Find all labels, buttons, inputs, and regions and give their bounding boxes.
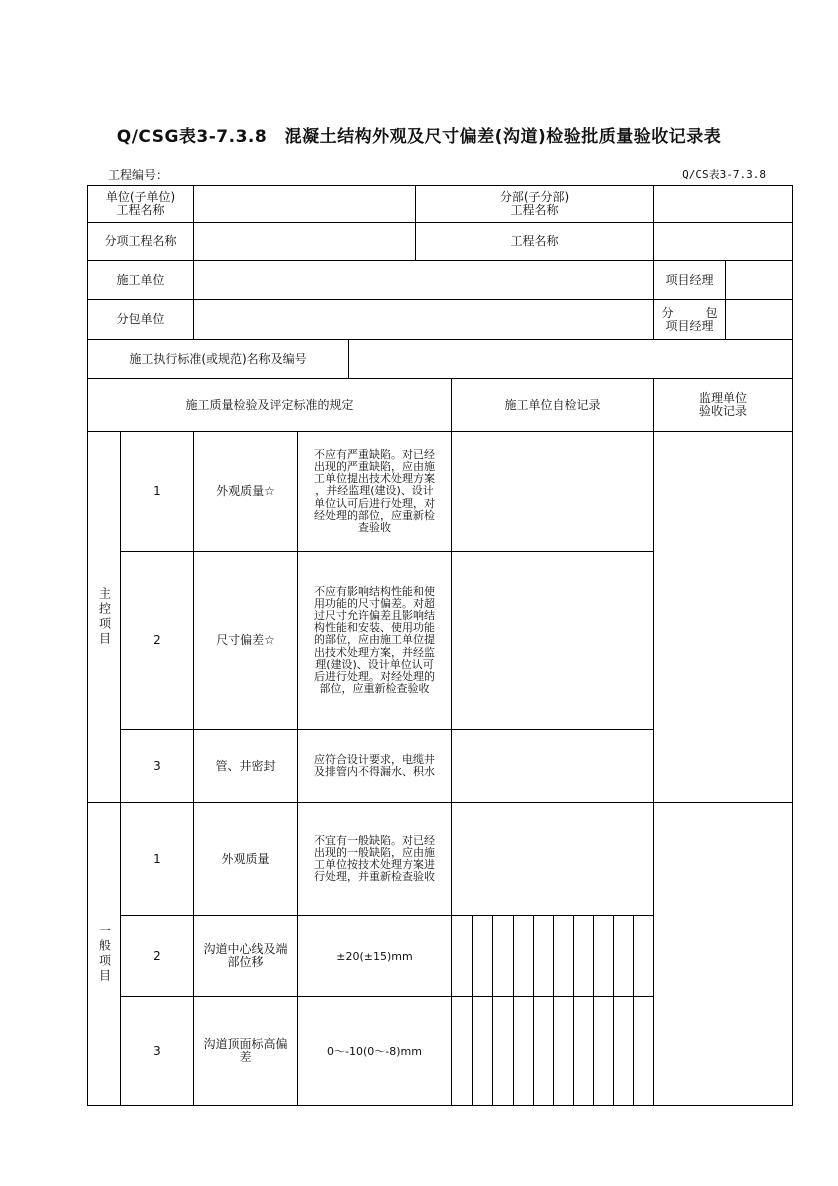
subitem-label: 分项工程名称: [104, 234, 177, 248]
division-label: 分部(子分部) 工程名称: [499, 190, 570, 217]
subcontractor-label: 分包单位: [116, 312, 165, 326]
standard-label: 施工执行标准(或规范)名称及编号: [129, 351, 307, 366]
main-items-group-text: 主控项目: [97, 587, 112, 647]
pm-field[interactable]: [726, 261, 792, 299]
general-items-group-label: [88, 803, 120, 1105]
general-item-2-no: 2: [153, 948, 161, 963]
subitem-field[interactable]: [194, 223, 415, 260]
unit-name-field[interactable]: [194, 186, 415, 222]
unit-name-label: 单位(子单位) 工程名称: [105, 190, 176, 217]
general-item-3-name: 沟道顶面标高偏 差: [203, 1037, 288, 1064]
main-item-3-self-check[interactable]: [452, 730, 653, 802]
general-item-1-standard: 不宜有一般缺陷。对已经 出现的一般缺陷，应由施 工单位按技术处理方案进 行处理，并重新检查验收: [314, 833, 435, 884]
sub-pm-label: [654, 300, 725, 339]
project-name-field[interactable]: [654, 223, 792, 260]
sub-pm-label-1b: 包: [705, 305, 718, 320]
contractor-label: 施工单位: [116, 272, 165, 287]
sub-pm-label-2: 项目经理: [665, 318, 714, 333]
general-item-1-name: 外观质量: [221, 851, 270, 866]
main-item-1-no: 1: [153, 484, 161, 498]
main-item-1-self-check[interactable]: [452, 432, 653, 551]
standard-field[interactable]: [349, 340, 792, 378]
form-title: Q/CSG表3-7.3.8 混凝土结构外观及尺寸偏差(沟道)检验批质量验收记录表: [116, 127, 722, 147]
main-item-2-standard: 不应有影响结构性能和使 用功能的尺寸偏差。对超 过尺寸允许偏差且影响结 构性能和安装、使用功能 的部位，应由施工单位提 出技术处理方案，并经监 理(建设)、设计单位认可 后进行处理。对经处理的 部位，应重新检查验收: [314, 584, 435, 696]
main-items-supervision[interactable]: [654, 432, 792, 802]
main-item-1-standard: 不应有严重缺陷。对已经 出现的严重缺陷，应由施 工单位提出技术处理方案 ，并经监理(建设)、设计 单位认可后进行处理，对 经处理的部位，应重新检 查验收: [314, 447, 435, 534]
division-field[interactable]: [654, 186, 792, 222]
self-check-column-header: 施工单位自检记录: [504, 397, 601, 412]
sub-pm-label-1a: 分: [661, 305, 674, 320]
spec-column-header: 施工质量检验及评定标准的规定: [185, 397, 354, 412]
general-items-group-text: 一般项目: [97, 924, 112, 984]
general-item-3-standard: 0～-10(0～-8)mm: [327, 1044, 422, 1058]
pm-label: 项目经理: [665, 272, 714, 287]
general-item-2-standard: ±20(±15)mm: [336, 949, 413, 963]
contractor-field[interactable]: [194, 261, 653, 299]
general-item-1-no: 1: [153, 851, 161, 866]
general-item-1-self-check[interactable]: [452, 803, 653, 915]
supervision-column-header: 监理单位 验收记录: [698, 391, 747, 418]
general-item-2-name: 沟道中心线及端 部位移: [203, 942, 288, 969]
main-item-3-name: 管、井密封: [215, 758, 276, 773]
general-items-supervision[interactable]: [654, 803, 792, 1105]
general-item-3-no: 3: [153, 1043, 161, 1058]
main-item-2-name: 尺寸偏差☆: [216, 633, 275, 647]
main-item-2-no: 2: [153, 633, 161, 647]
form-code: Q/CS表3-7.3.8: [682, 168, 766, 181]
sub-pm-field[interactable]: [726, 300, 792, 339]
project-no-label: 工程编号：: [108, 168, 169, 182]
main-item-2-self-check[interactable]: [452, 552, 653, 729]
main-item-3-standard: 应符合设计要求，电缆井 及排管内不得漏水、积水: [314, 752, 435, 778]
main-item-3-no: 3: [153, 758, 161, 773]
subcontractor-field[interactable]: [194, 300, 653, 339]
project-name-label: 工程名称: [510, 234, 559, 248]
main-item-1-name: 外观质量☆: [216, 484, 275, 498]
main-items-group-label: [88, 432, 120, 802]
